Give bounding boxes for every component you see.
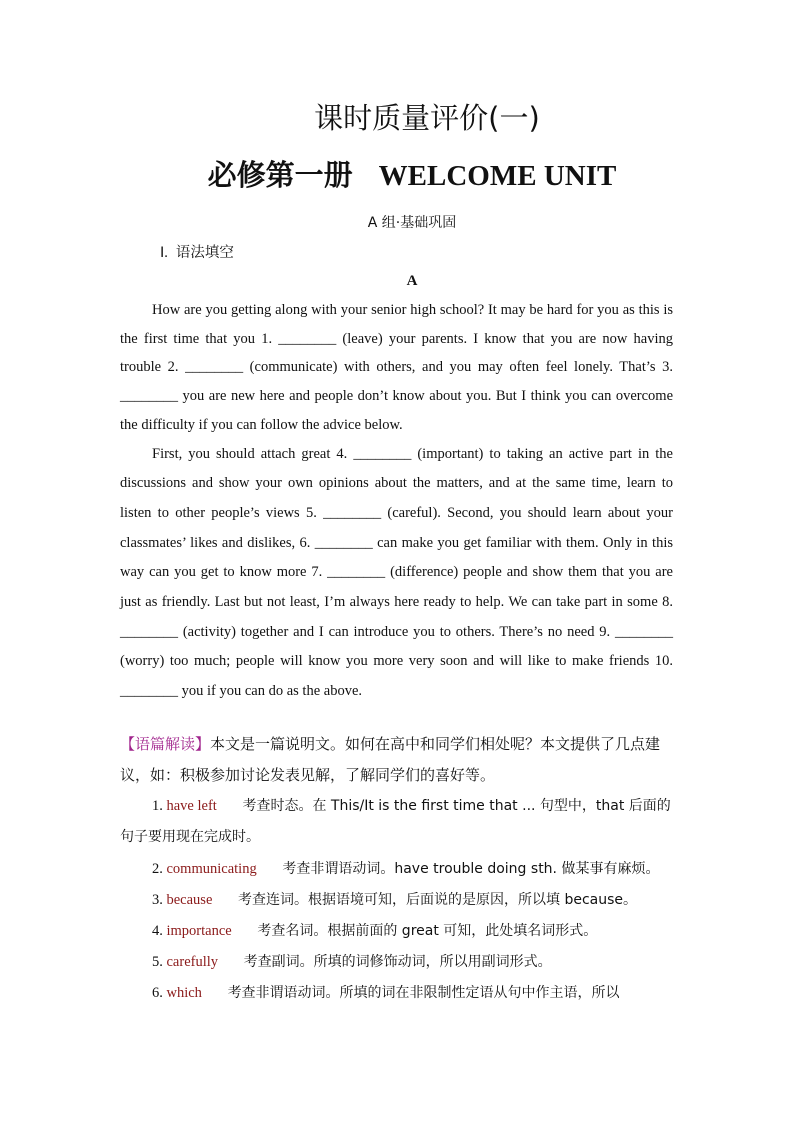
passage — [120, 296, 673, 707]
answer-explanation: 考查名词。根据前面的 great 可知，此处填名词形式。 — [257, 923, 598, 939]
answer-item — [152, 982, 620, 1002]
answer-item — [152, 795, 671, 815]
answer-word: because — [166, 892, 213, 908]
section-label: 语法填空 — [175, 245, 234, 261]
answer-number: 6. — [152, 985, 163, 1001]
answer-number: 2. — [152, 861, 163, 877]
subtitle-unit: WELCOME UNIT — [378, 160, 617, 192]
page-title: 课时质量评价(一) — [314, 101, 540, 135]
answer-explanation: 考查非谓语动词。所填的词在非限制性定语从句中作主语，所以 — [227, 985, 620, 1001]
answer-word: importance — [166, 923, 232, 939]
answer-item — [152, 920, 597, 940]
answer-explanation: 考查非谓语动词。have trouble doing sth. 做某事有麻烦。 — [282, 861, 660, 877]
subtitle-book: 必修第一册 — [207, 158, 353, 192]
answer-item — [152, 889, 637, 909]
passage-paragraph-2: First, you should attach great 4. ________ (important) to taking an active part in the discussions and show your own opinions about the matters, and at the same time, learn to listen to other people’s views 5. ________ (careful). Second, you should learn about your classmates’ likes and dislikes, 6. ________ can make you get familiar with them. Only in this way can you get to know more 7. ________ (difference) people and show them that you are just as friendly. Last but not least, I’m always here ready to help. We can take part in some 8. ________ (activity) together and I can introduce you to others. There’s no need 9. ________ (worry) too much; people will know you more very soon and will like to make friends 10. ________ you if you can do as the above. — [120, 445, 673, 700]
answer-word: which — [166, 985, 202, 1001]
answer-number: 5. — [152, 954, 163, 970]
analysis-tag: 【语篇解读】 — [120, 735, 211, 753]
answer-number: 4. — [152, 923, 163, 939]
passage-label: A — [406, 273, 418, 289]
discourse-analysis — [120, 729, 673, 791]
page-subtitle — [0, 153, 794, 194]
answer-item — [152, 858, 659, 878]
answer-explanation: 考查副词。所填的词修饰动词，所以用副词形式。 — [243, 954, 552, 970]
answer-explanation: 考查连词。根据语境可知，后面说的是原因，所以填 because。 — [238, 892, 638, 908]
answer-number: 1. — [152, 798, 163, 814]
answer-word: have left — [166, 798, 217, 814]
section-number: Ⅰ. — [160, 245, 168, 261]
answer-word: communicating — [166, 861, 257, 877]
group-heading: A 组·基础巩固 — [367, 215, 457, 231]
answer-explanation: 考查时态。在 This/It is the first time that ... 句型中，that 后面的 — [242, 798, 671, 814]
answer-item — [152, 951, 552, 971]
answer-word: carefully — [166, 954, 219, 970]
answer-explanation-continued: 句子要用现在完成时。 — [120, 829, 260, 845]
analysis-text: 本文是一篇说明文。如何在高中和同学们相处呢？本文提供了几点建议，如：积极参加讨论发表见解，了解同学们的喜好等。 — [120, 735, 661, 784]
answer-number: 3. — [152, 892, 163, 908]
section-heading — [160, 241, 234, 262]
passage-paragraph-1: How are you getting along with your senior high school? It may be hard for you as this is the first time that you 1. ________ (leave) your parents. I know that you are now having trouble 2. ________ (communicate) with others, and you may often feel lonely. That’s 3. ________ you are new here and people don’t know about you. But I think you can overcome the difficulty if you can follow the advice below. — [120, 302, 673, 433]
